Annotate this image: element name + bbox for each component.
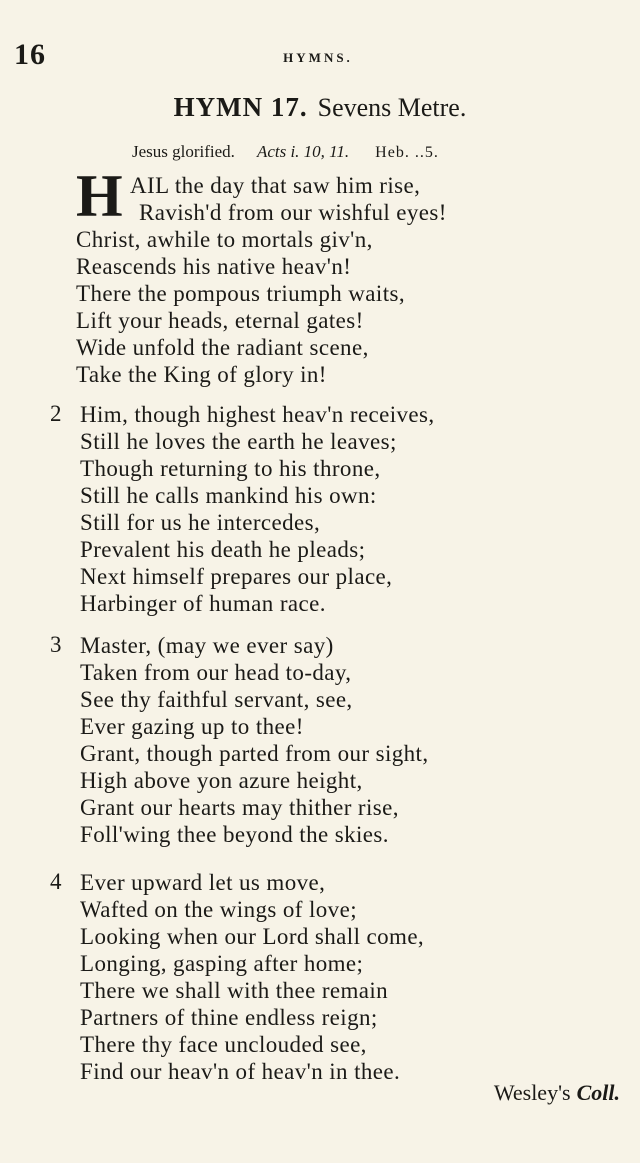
verse-line: Take the King of glory in! [76, 362, 327, 387]
verse-line: Reascends his native heav'n! [76, 254, 352, 279]
hymn-title [0, 92, 640, 123]
verse-line: Lift your heads, eternal gates! [76, 308, 364, 333]
verse-line: AIL the day that saw him rise, [130, 173, 421, 198]
verse-line: Find our heav'n of heav'n in thee. [80, 1059, 401, 1084]
scripture-reference: Acts i. 10, 11. [256, 142, 350, 161]
stanza-number: 3 [50, 632, 62, 657]
drop-cap: H [76, 163, 121, 229]
hymn-subtitle [132, 142, 532, 162]
verse-line: Looking when our Lord shall come, [80, 924, 425, 949]
hymn-topic: Jesus glorified. [132, 142, 235, 161]
verse-line: Grant, though parted from our sight, [80, 741, 429, 766]
stanza-number: 4 [50, 869, 62, 894]
verse-line: There we shall with thee remain [80, 978, 389, 1003]
running-head: HYMNS. [283, 50, 353, 65]
verse-line: Master, (may we ever say) [80, 633, 334, 658]
verse-line: Partners of thine endless reign; [80, 1005, 378, 1030]
verse-line: Next himself prepares our place, [80, 564, 393, 589]
verse-line: Still he calls mankind his own: [80, 483, 377, 508]
attribution [494, 1080, 620, 1106]
verse-line: Him, though highest heav'n receives, [80, 402, 435, 427]
verse-line: There thy face unclouded see, [80, 1032, 367, 1057]
hymn-metre: Sevens Metre. [317, 93, 467, 122]
page-number: 16 [14, 38, 46, 71]
verse-line: Harbinger of human race. [80, 591, 326, 616]
verse-line: Grant our hearts may thither rise, [80, 795, 399, 820]
tune-reference: Heb. ..5. [375, 144, 439, 161]
verse-line: Foll'wing thee beyond the skies. [80, 822, 389, 847]
verse-line: High above yon azure height, [80, 768, 363, 793]
attribution-author: Wesley's [493, 1080, 571, 1105]
verse-line: Still for us he intercedes, [80, 510, 321, 535]
verse-line: Ever upward let us move, [80, 870, 326, 895]
verse-line: There the pompous triumph waits, [76, 281, 405, 306]
verse-line: Christ, awhile to mortals giv'n, [76, 227, 373, 252]
verse-line: See thy faithful servant, see, [80, 687, 353, 712]
verse-line: Ever gazing up to thee! [80, 714, 304, 739]
page-header [14, 38, 622, 78]
verse-line: Longing, gasping after home; [80, 951, 364, 976]
stanza-number: 2 [50, 401, 62, 426]
verse-line: Ravish'd from our wishful eyes! [139, 200, 447, 225]
verse-line: Still he loves the earth he leaves; [80, 429, 397, 454]
verse-line: Though returning to his throne, [80, 456, 381, 481]
verse-line: Wide unfold the radiant scene, [76, 335, 369, 360]
attribution-source: Coll. [576, 1080, 620, 1105]
verse-line: Wafted on the wings of love; [80, 897, 357, 922]
hymn-number: HYMN 17. [173, 92, 308, 122]
verse-line: Taken from our head to-day, [80, 660, 352, 685]
verse-line: Prevalent his death he pleads; [80, 537, 366, 562]
